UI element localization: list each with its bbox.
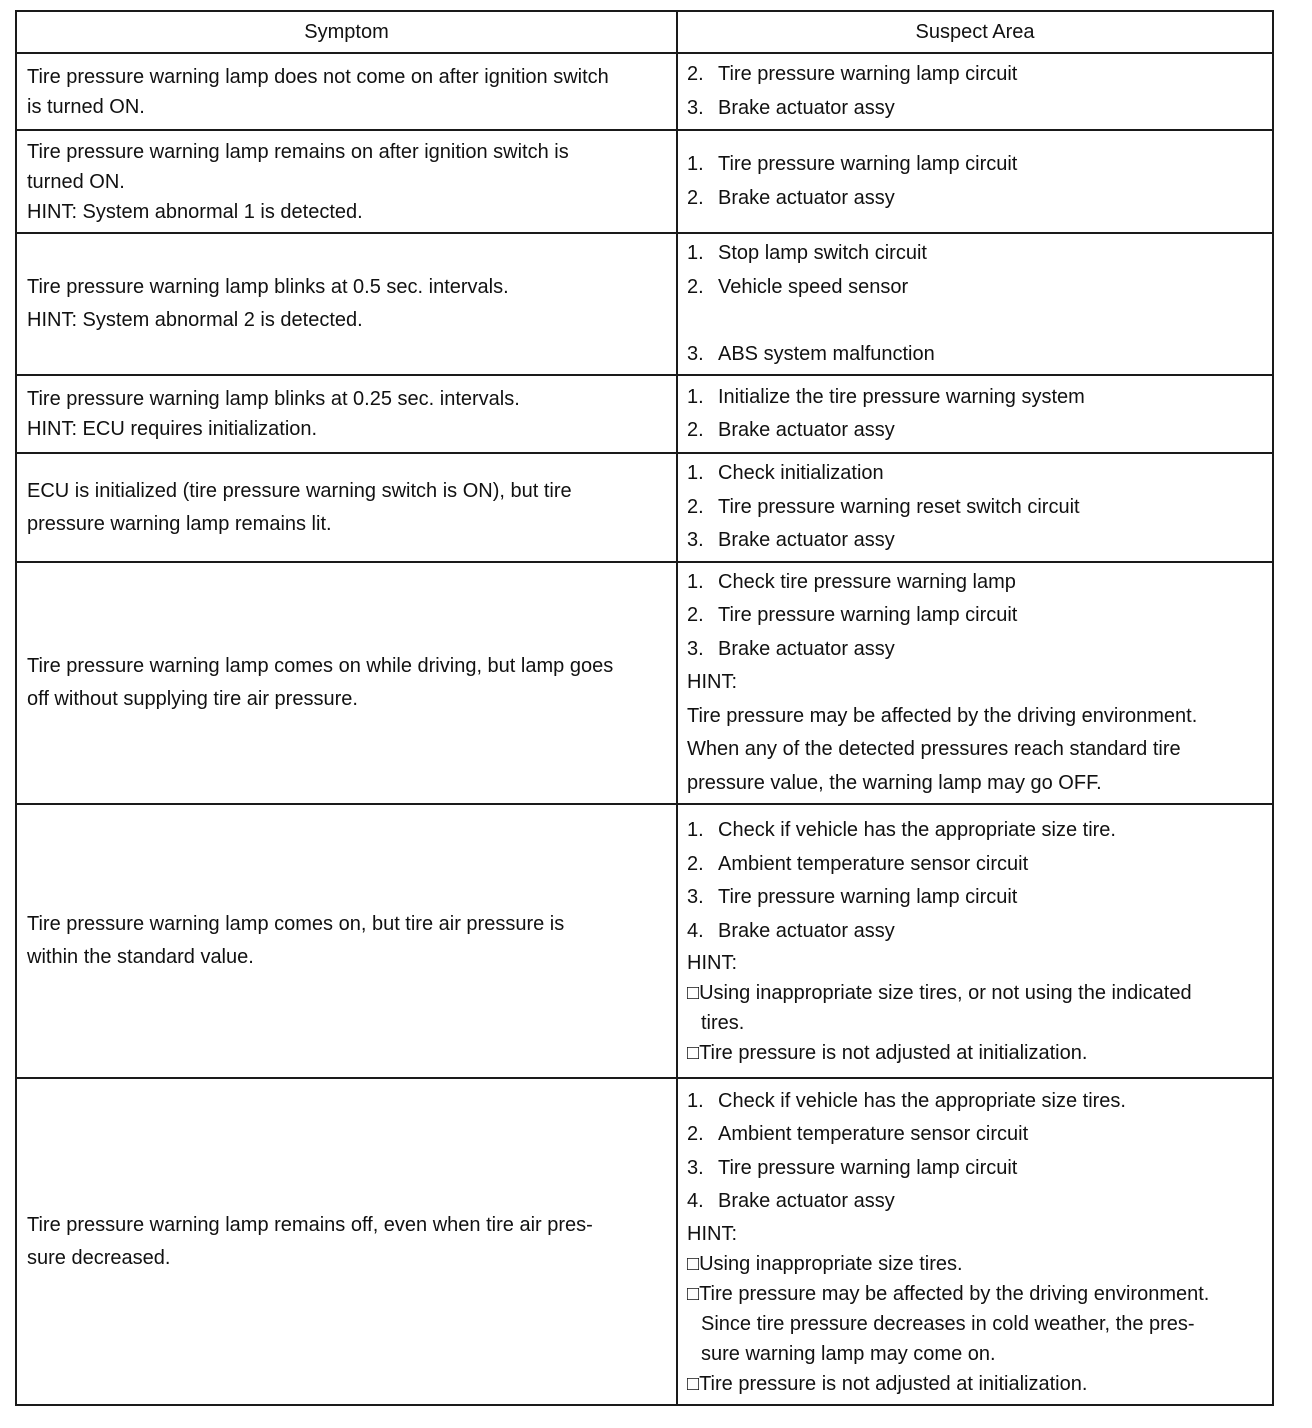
suspect-item <box>687 524 1263 558</box>
symptom-cell <box>16 453 677 562</box>
item-text: Brake actuator assy <box>718 637 895 660</box>
hint-title: HINT: <box>687 952 737 974</box>
symptom-line: HINT: ECU requires initialization. <box>27 418 318 440</box>
suspect-cell <box>677 53 1273 130</box>
item-text: Brake actuator assy <box>718 529 895 552</box>
table-row <box>16 1078 1273 1405</box>
item-number: 2. <box>687 63 704 85</box>
item-number: 1. <box>687 242 704 264</box>
suspect-cell <box>677 375 1273 453</box>
item-number: 1. <box>687 570 704 593</box>
item-number: 2. <box>687 1123 704 1145</box>
suspect-item <box>687 848 1263 882</box>
suspect-item <box>687 1118 1263 1152</box>
item-text: Brake actuator assy <box>718 919 895 942</box>
item-text: Ambient temperature sensor circuit <box>718 1123 1029 1145</box>
suspect-cell <box>677 1078 1273 1405</box>
item-number: 3. <box>687 96 704 119</box>
item-text: Vehicle speed sensor <box>718 275 909 298</box>
item-number: 1. <box>687 819 704 841</box>
suspect-cell <box>677 130 1273 233</box>
suspect-item <box>687 1185 1263 1219</box>
symptom-line: off without supplying tire air pressure. <box>27 688 358 710</box>
hint-line: □Tire pressure is not adjusted at initialization. <box>687 1042 1088 1064</box>
item-text: Check if vehicle has the appropriate size tire. <box>718 819 1116 841</box>
symptom-line: Tire pressure warning lamp does not come on after ignition switch <box>27 65 609 88</box>
item-number: 3. <box>687 529 704 552</box>
item-number: 3. <box>687 1156 704 1179</box>
item-text: Initialize the tire pressure warning system <box>718 385 1085 408</box>
suspect-cell <box>677 804 1273 1078</box>
suspect-cell <box>677 453 1273 562</box>
item-text: Stop lamp switch circuit <box>718 242 927 264</box>
suspect-item <box>687 92 1263 126</box>
item-text: Brake actuator assy <box>718 186 895 209</box>
item-number: 1. <box>687 385 704 408</box>
header-symptom: Symptom <box>16 11 677 53</box>
hint-line: □Using inappropriate size tires. <box>687 1252 963 1275</box>
suspect-item <box>687 491 1263 525</box>
symptom-cell <box>16 804 677 1078</box>
item-text: Brake actuator assy <box>718 419 895 441</box>
item-text: Tire pressure warning lamp circuit <box>718 1156 1018 1179</box>
table-row <box>16 804 1273 1078</box>
suspect-cell <box>677 562 1273 804</box>
suspect-item <box>687 814 1263 848</box>
header-suspect-area: Suspect Area <box>677 11 1273 53</box>
item-text: Ambient temperature sensor circuit <box>718 852 1029 875</box>
hint-line: Tire pressure may be affected by the driving environment. <box>687 704 1198 727</box>
item-text: Tire pressure warning lamp circuit <box>718 886 1018 908</box>
symptom-line: HINT: System abnormal 1 is detected. <box>27 200 363 223</box>
suspect-item <box>687 381 1263 415</box>
hint-line: □Using inappropriate size tires, or not using the indicated <box>687 982 1192 1004</box>
item-number: 3. <box>687 886 704 908</box>
item-number: 4. <box>687 919 704 942</box>
symptom-cell <box>16 53 677 130</box>
symptom-line: Tire pressure warning lamp blinks at 0.5 sec. intervals. <box>27 276 509 298</box>
suspect-item <box>687 148 1263 182</box>
suspect-cell <box>677 233 1273 375</box>
symptom-line: Tire pressure warning lamp remains on after ignition switch is <box>27 140 569 163</box>
table-row <box>16 130 1273 233</box>
item-text: Tire pressure warning lamp circuit <box>718 63 1018 85</box>
suspect-item <box>687 1085 1263 1119</box>
item-number: 2. <box>687 186 704 209</box>
hint-line: pressure value, the warning lamp may go OFF. <box>687 771 1102 794</box>
item-text: Tire pressure warning lamp circuit <box>718 153 1018 175</box>
suspect-item <box>687 338 1263 372</box>
hint-line: tires. <box>701 1012 745 1034</box>
item-number: 1. <box>687 153 704 175</box>
hint-title: HINT: <box>687 1222 737 1245</box>
item-text: Tire pressure warning lamp circuit <box>718 604 1018 627</box>
item-number: 2. <box>687 604 704 627</box>
symptom-line: sure decreased. <box>27 1246 171 1269</box>
item-text: Check initialization <box>718 462 884 485</box>
symptom-line: pressure warning lamp remains lit. <box>27 512 332 535</box>
item-text: Tire pressure warning reset switch circuit <box>718 495 1080 518</box>
item-number: 2. <box>687 275 704 298</box>
suspect-item <box>687 633 1263 667</box>
symptom-line: Tire pressure warning lamp remains off, even when tire air pres- <box>27 1213 593 1236</box>
suspect-item <box>687 414 1263 448</box>
item-text: Check tire pressure warning lamp <box>718 570 1016 593</box>
hint-line: When any of the detected pressures reach standard tire <box>687 738 1181 761</box>
symptom-line: is turned ON. <box>27 95 145 118</box>
suspect-item <box>687 1152 1263 1186</box>
symptom-line: ECU is initialized (tire pressure warning switch is ON), but tire <box>27 479 572 502</box>
hint-line: Since tire pressure decreases in cold weather, the pres- <box>701 1312 1195 1335</box>
symptom-line: within the standard value. <box>27 946 254 968</box>
symptom-line: Tire pressure warning lamp comes on, but tire air pressure is <box>27 913 565 935</box>
symptom-cell <box>16 130 677 233</box>
symptom-cell <box>16 233 677 375</box>
table-row <box>16 233 1273 375</box>
symptom-table <box>15 10 1274 1406</box>
hint-line: sure warning lamp may come on. <box>701 1342 996 1365</box>
item-number: 2. <box>687 495 704 518</box>
item-number: 2. <box>687 419 704 441</box>
symptom-line: Tire pressure warning lamp comes on while driving, but lamp goes <box>27 655 614 677</box>
item-number: 1. <box>687 1089 704 1112</box>
suspect-item <box>687 237 1263 271</box>
spacer <box>687 304 1263 338</box>
suspect-item <box>687 457 1263 491</box>
item-number: 2. <box>687 852 704 875</box>
item-text: Check if vehicle has the appropriate size tires. <box>718 1089 1126 1112</box>
suspect-item <box>687 182 1263 216</box>
header-row <box>16 11 1273 53</box>
symptom-line: HINT: System abnormal 2 is detected. <box>27 309 363 331</box>
symptom-cell <box>16 375 677 453</box>
item-number: 3. <box>687 342 704 365</box>
item-number: 4. <box>687 1190 704 1212</box>
item-number: 1. <box>687 462 704 485</box>
symptom-line: turned ON. <box>27 170 125 193</box>
suspect-item <box>687 915 1263 949</box>
table-row <box>16 562 1273 804</box>
item-text: ABS system malfunction <box>718 342 935 365</box>
symptom-line: Tire pressure warning lamp blinks at 0.25 sec. intervals. <box>27 388 520 410</box>
symptom-cell <box>16 562 677 804</box>
item-number: 3. <box>687 637 704 660</box>
table-row <box>16 453 1273 562</box>
table-row <box>16 375 1273 453</box>
suspect-item <box>687 58 1263 92</box>
hint-title: HINT: <box>687 671 737 694</box>
suspect-item <box>687 599 1263 633</box>
hint-line: □Tire pressure is not adjusted at initialization. <box>687 1372 1088 1395</box>
suspect-item <box>687 566 1263 600</box>
suspect-item <box>687 271 1263 305</box>
symptom-cell <box>16 1078 677 1405</box>
item-text: Brake actuator assy <box>718 96 895 119</box>
hint-line: □Tire pressure may be affected by the driving environment. <box>687 1282 1210 1305</box>
table-row <box>16 53 1273 130</box>
item-text: Brake actuator assy <box>718 1190 895 1212</box>
suspect-item <box>687 881 1263 915</box>
